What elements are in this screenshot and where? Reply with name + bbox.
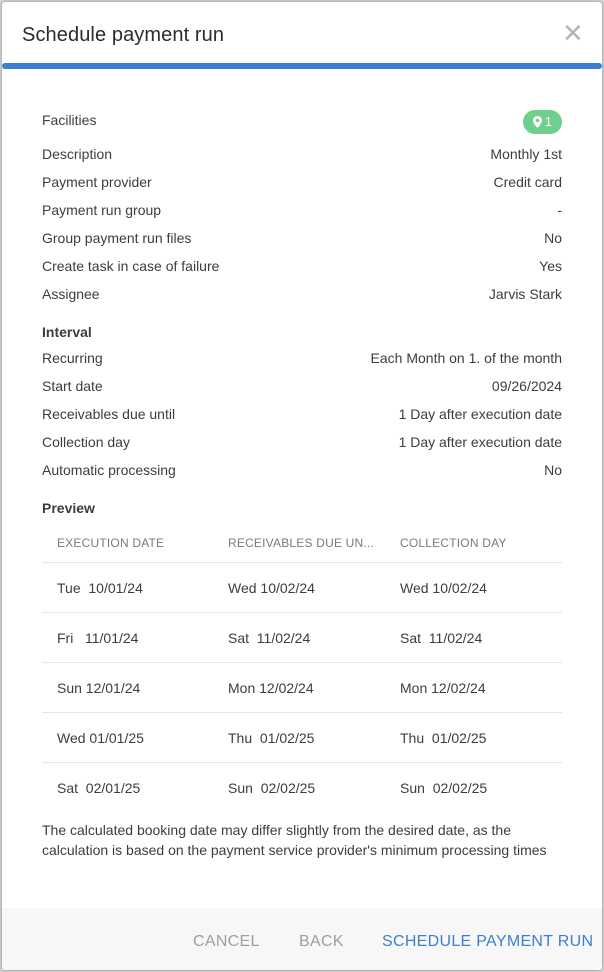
column-header-collection-day[interactable]: COLLECTION DAY xyxy=(400,536,507,550)
interval-heading: Interval xyxy=(42,324,92,340)
close-icon[interactable]: ✕ xyxy=(562,18,584,48)
interval-row-automatic-processing xyxy=(42,458,562,486)
dialog-header xyxy=(2,2,602,64)
table-row xyxy=(42,663,562,713)
collection-day-label: Collection day xyxy=(42,434,130,450)
column-header-execution-date[interactable]: EXECUTION DATE xyxy=(57,536,165,550)
payment-provider-label: Payment provider xyxy=(42,174,152,190)
interval-row-start-date xyxy=(42,374,562,402)
detail-row-assignee xyxy=(42,282,562,310)
collection-day-cell: Thu 01/02/25 xyxy=(400,730,487,746)
interval-row-receivables-due xyxy=(42,402,562,430)
preview-table-header xyxy=(42,522,562,563)
assignee-label: Assignee xyxy=(42,286,100,302)
table-row xyxy=(42,713,562,763)
facilities-count: 1 xyxy=(544,114,552,129)
detail-row-payment-run-group xyxy=(42,198,562,226)
facilities-badge[interactable] xyxy=(523,110,562,134)
detail-row-facilities xyxy=(42,110,562,142)
receivables-due-label: Receivables due until xyxy=(42,406,176,422)
receivables-due-cell: Sun 02/02/25 xyxy=(228,780,316,796)
interval-row-recurring xyxy=(42,346,562,374)
detail-row-description xyxy=(42,142,562,170)
collection-day-cell: Sat 11/02/24 xyxy=(400,630,483,646)
dialog-footer xyxy=(2,908,602,970)
collection-day-cell: Wed 10/02/24 xyxy=(400,580,487,596)
create-task-label: Create task in case of failure xyxy=(42,258,220,274)
table-row xyxy=(42,563,562,613)
detail-row-payment-provider xyxy=(42,170,562,198)
execution-date-cell: Wed 01/01/25 xyxy=(57,730,144,746)
dialog-title: Schedule payment run xyxy=(22,24,225,46)
collection-day-value: 1 Day after execution date xyxy=(398,434,562,450)
facilities-label: Facilities xyxy=(42,112,97,128)
receivables-due-cell: Sat 11/02/24 xyxy=(228,630,311,646)
collection-day-cell: Sun 02/02/25 xyxy=(400,780,488,796)
receivables-due-cell: Mon 12/02/24 xyxy=(228,680,314,696)
description-label: Description xyxy=(42,146,113,162)
preview-table xyxy=(42,522,562,812)
receivables-due-cell: Thu 01/02/25 xyxy=(228,730,315,746)
assignee-value: Jarvis Stark xyxy=(488,286,562,302)
schedule-payment-run-dialog xyxy=(2,2,602,970)
table-row xyxy=(42,763,562,812)
execution-date-cell: Sun 12/01/24 xyxy=(57,680,141,696)
column-header-receivables-due[interactable]: RECEIVABLES DUE UN... xyxy=(228,536,375,550)
preview-note: The calculated booking date may differ slightly from the desired date, as the calculation is based on the payment service provider's minimum processing times xyxy=(42,822,547,858)
create-task-value: Yes xyxy=(539,258,562,274)
detail-row-group-files xyxy=(42,226,562,254)
group-files-value: No xyxy=(544,230,562,246)
payment-provider-value: Credit card xyxy=(493,174,562,190)
automatic-processing-label: Automatic processing xyxy=(42,462,176,478)
recurring-label: Recurring xyxy=(42,350,103,366)
preview-heading: Preview xyxy=(42,500,95,516)
automatic-processing-value: No xyxy=(544,462,562,478)
receivables-due-value: 1 Day after execution date xyxy=(398,406,562,422)
cancel-button[interactable]: CANCEL xyxy=(193,933,260,950)
detail-row-create-task xyxy=(42,254,562,282)
table-row xyxy=(42,613,562,663)
interval-row-collection-day xyxy=(42,430,562,458)
recurring-value: Each Month on 1. of the month xyxy=(370,350,562,366)
execution-date-cell: Fri 11/01/24 xyxy=(57,630,139,646)
header-accent-bar xyxy=(2,63,602,69)
description-value: Monthly 1st xyxy=(490,146,562,162)
map-pin-icon xyxy=(533,116,542,128)
back-button[interactable]: BACK xyxy=(299,933,344,950)
execution-date-cell: Sat 02/01/25 xyxy=(57,780,141,796)
group-files-label: Group payment run files xyxy=(42,230,192,246)
start-date-value: 09/26/2024 xyxy=(491,378,562,394)
collection-day-cell: Mon 12/02/24 xyxy=(400,680,486,696)
execution-date-cell: Tue 10/01/24 xyxy=(57,580,143,596)
payment-run-group-label: Payment run group xyxy=(42,202,162,218)
payment-run-group-value: - xyxy=(557,202,562,218)
dialog-content xyxy=(42,110,562,860)
start-date-label: Start date xyxy=(42,378,103,394)
receivables-due-cell: Wed 10/02/24 xyxy=(228,580,315,596)
schedule-payment-run-button[interactable]: SCHEDULE PAYMENT RUN xyxy=(382,933,594,950)
